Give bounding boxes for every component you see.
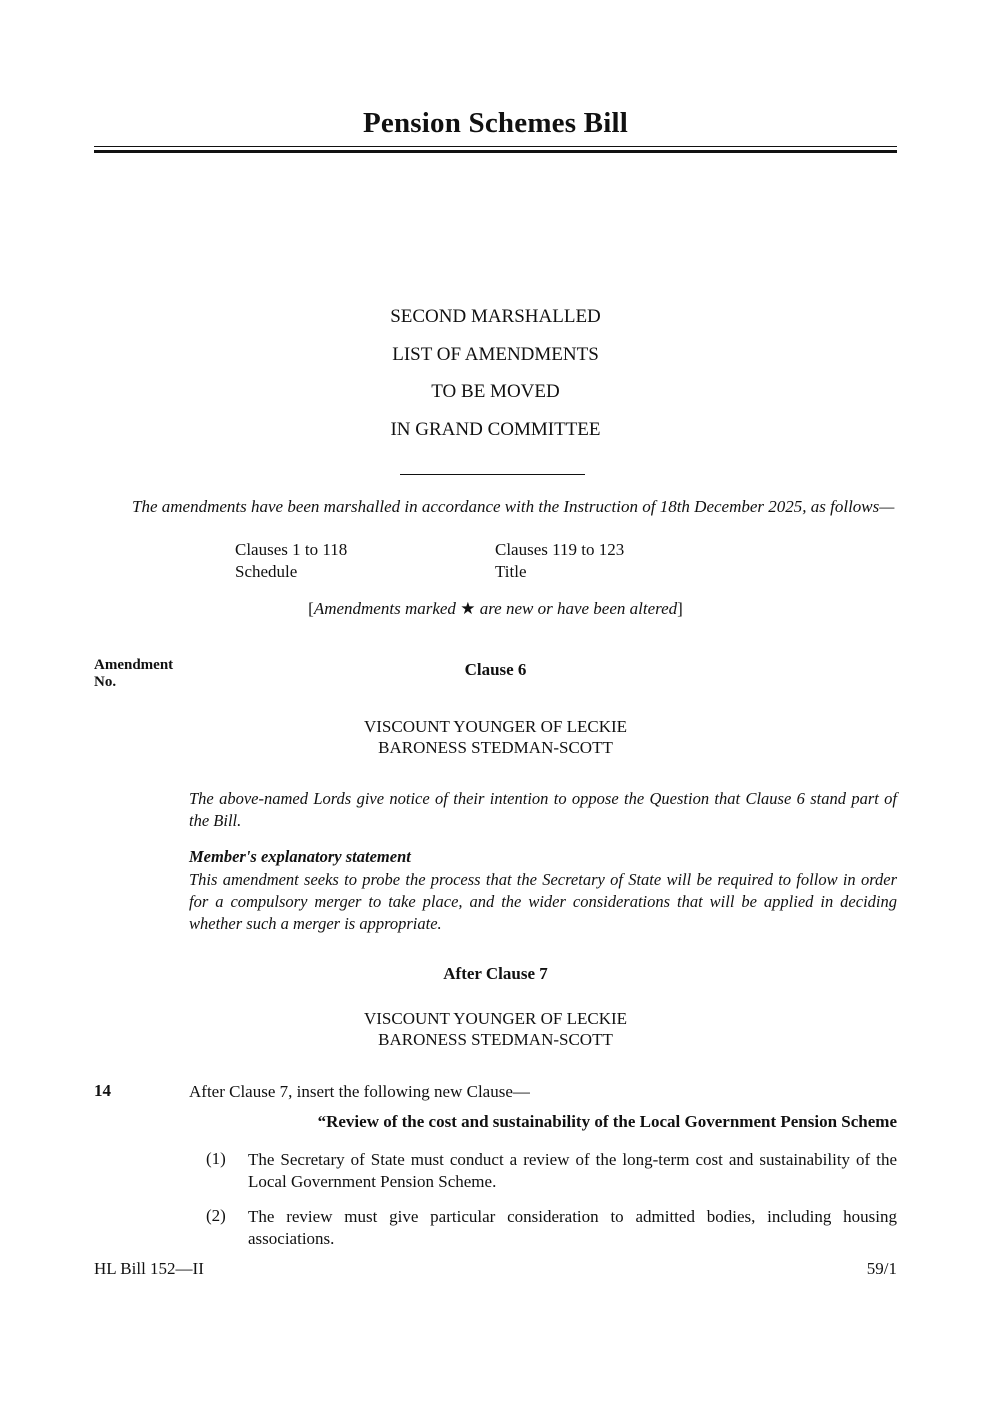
bill-reference: HL Bill 152—II <box>94 1259 204 1278</box>
part-item: Clauses 119 to 123 <box>495 540 625 559</box>
star-icon: ★ <box>460 599 476 618</box>
section-heading: After Clause 7 <box>443 964 548 983</box>
amendments-note: [Amendments marked ★ are new or have been altered] <box>308 599 683 618</box>
parts-column-2 <box>495 539 624 583</box>
subsection-number: (1) <box>206 1149 226 1168</box>
subsection-text: The review must give particular consideration to admitted bodies, including housing associations. <box>248 1207 897 1248</box>
part-item: Clauses 1 to 118 <box>235 540 348 559</box>
heading-line: LIST OF AMENDMENTS <box>392 343 599 365</box>
part-item: Schedule <box>235 562 298 581</box>
amendment-number-label: Amendment No. <box>94 657 174 690</box>
list-heading <box>94 303 897 453</box>
sponsor-names: VISCOUNT YOUNGER OF LECKIE BARONESS STEDMAN-SCOTT <box>363 717 628 757</box>
document-title: Pension Schemes Bill <box>362 107 628 139</box>
opposition-notice: The above-named Lords give notice of their intention to oppose the Question that Clause 6 stand part of the Bill. <box>189 789 897 830</box>
subsection-number: (2) <box>206 1206 226 1225</box>
marshalling-intro: The amendments have been marshalled in accordance with the Instruction of 18th December 2025, as follows— <box>132 497 895 516</box>
parts-column-1 <box>235 539 347 583</box>
part-item: Title <box>495 562 527 581</box>
heading-line: TO BE MOVED <box>431 381 560 402</box>
title-rule-thick <box>94 150 897 153</box>
explanatory-statement-text: This amendment seeks to probe the process that the Secretary of State will be required to follow in order for a compulsory merger to take place, and the wider considerations that will be applied in deciding whether such a merger is appropriate. <box>189 870 897 933</box>
amendment-number: 14 <box>94 1081 111 1100</box>
subsection-text: The Secretary of State must conduct a review of the long-term cost and sustainability of the Local Government Pension Scheme. <box>248 1150 897 1191</box>
sponsor-names: VISCOUNT YOUNGER OF LECKIE BARONESS STEDMAN-SCOTT <box>363 1009 628 1049</box>
amendment-instruction: After Clause 7, insert the following new Clause— <box>189 1082 530 1101</box>
title-rule-thin <box>94 146 897 147</box>
page-reference: 59/1 <box>866 1259 897 1278</box>
section-heading: Clause 6 <box>464 660 527 679</box>
explanatory-statement-title: Member's explanatory statement <box>189 847 411 866</box>
heading-line: IN GRAND COMMITTEE <box>390 418 601 440</box>
separator-rule <box>400 474 585 475</box>
new-clause-title: “Review of the cost and sustainability of the Local Government Pension Scheme <box>317 1112 897 1131</box>
heading-line: SECOND MARSHALLED <box>390 306 601 327</box>
